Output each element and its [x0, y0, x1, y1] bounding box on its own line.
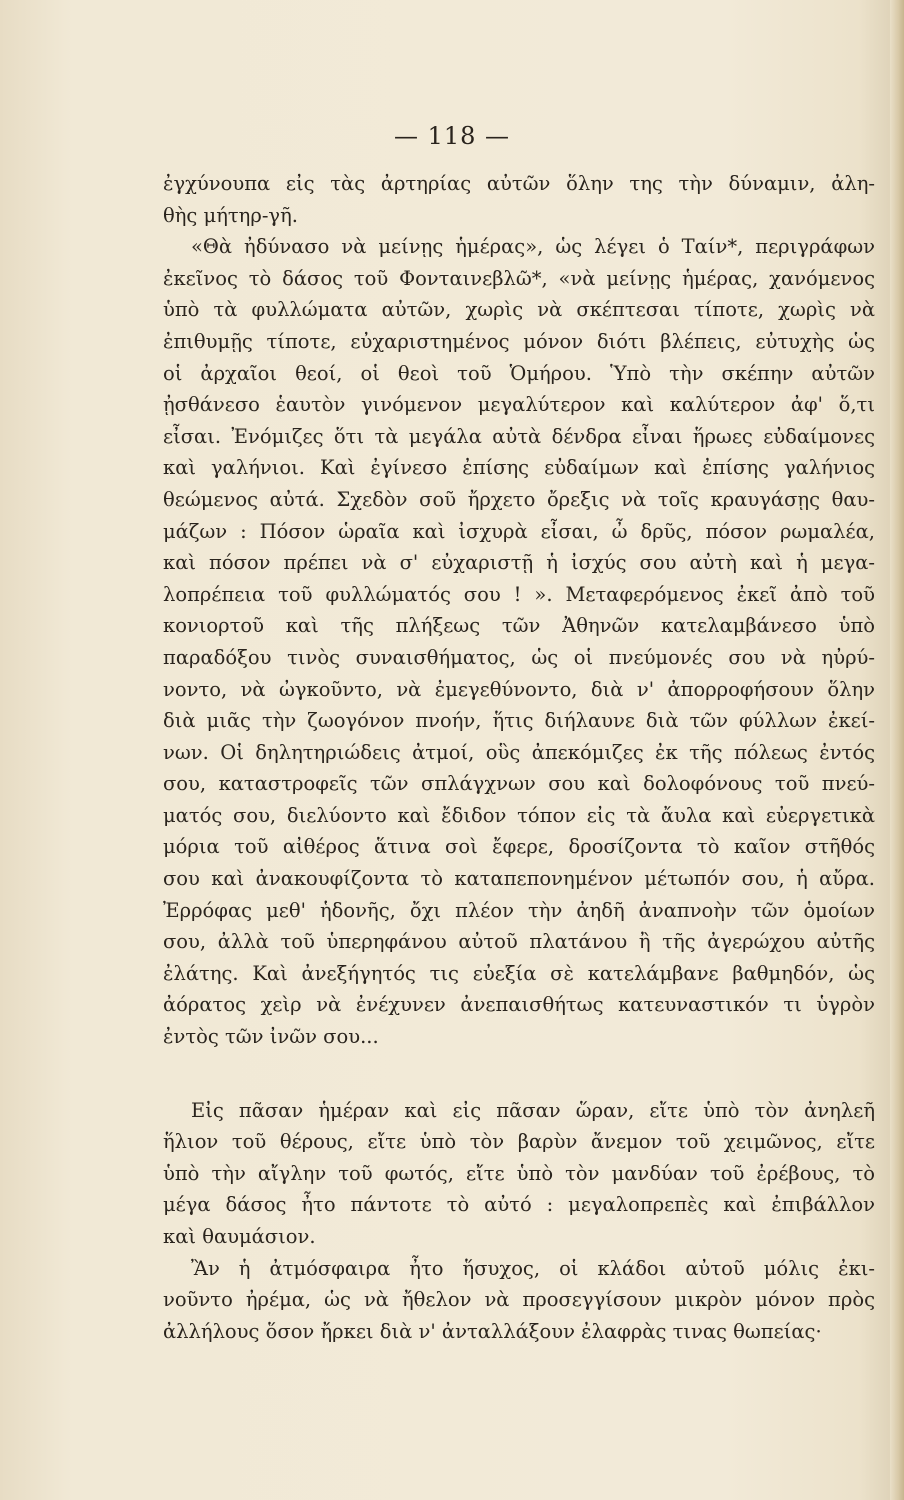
text-line: ματός σου, διελύοντο καὶ ἔδιδον τόπον εἰς τὰ ἄυλα καὶ εὐεργετικὰ — [163, 803, 875, 827]
text-line: ὑπὸ τὰ φυλλώματα αὐτῶν, χωρὶς νὰ σκέπτεσαι τίποτε, χωρὶς νὰ — [163, 298, 875, 322]
text-line: παραδόξου τινὸς συναισθήματος, ὡς οἱ πνεύμονές σου νὰ ηὐρύ- — [163, 645, 875, 669]
text-line: μέγα δάσος ἦτο πάντοτε τὸ αὐτό : μεγαλοπρεπὲς καὶ ἐπιβάλλον — [163, 1193, 875, 1217]
text-line: ἐλάτης. Καὶ ἀνεξήγητός τις εὐεξία σὲ κατελάμβανε βαθμηδόν, ὡς — [163, 961, 875, 985]
text-line: σου, ἀλλὰ τοῦ ὑπερηφάνου αὐτοῦ πλατάνου ἢ τῆς ἀγερώχου αὐτῆς — [163, 930, 875, 954]
body-text — [163, 168, 875, 1347]
text-line: Ἐρρόφας μεθ' ἡδονῆς, ὄχι πλέον τὴν ἀηδῆ ἀναπνοὴν τῶν ὁμοίων — [163, 898, 875, 922]
text-line: Εἰς πᾶσαν ἡμέραν καὶ εἰς πᾶσαν ὥραν, εἴτε ὑπὸ τὸν ἀνηλεῆ — [191, 1098, 875, 1122]
text-line: μόρια τοῦ αἰθέρος ἅτινα σοὶ ἔφερε, δροσίζοντα τὸ καῖον στῆθός — [163, 835, 875, 859]
text-line: νων. Οἱ δηλητηριώδεις ἀτμοί, οὓς ἀπεκόμιζες ἐκ τῆς πόλεως ἐντός — [163, 740, 875, 764]
text-line: ἐντὸς τῶν ἰνῶν σου... — [163, 1025, 379, 1049]
text-line: ἀόρατος χεὶρ νὰ ἐνέχυνεν ἀνεπαισθήτως κατευναστικόν τι ὑγρὸν — [163, 993, 875, 1017]
text-line: ἥλιον τοῦ θέρους, εἴτε ὑπὸ τὸν βαρὺν ἄνεμον τοῦ χειμῶνος, εἴτε — [163, 1130, 875, 1154]
text-line: ἐπιθυμῇς τίποτε, εὐχαριστημένος μόνον διότι βλέπεις, εὐτυχὴς ὡς — [163, 329, 875, 353]
text-line: σου καὶ ἀνακουφίζοντα τὸ καταπεπονημένον μέτωπόν σου, ἡ αὔρα. — [163, 867, 875, 891]
text-line: νοντο, νὰ ὠγκοῦντο, νὰ ἐμεγεθύνοντο, διὰ ν' ἀπορροφήσουν ὅλην — [163, 677, 875, 701]
text-line: καὶ γαλήνιοι. Καὶ ἐγίνεσο ἐπίσης εὐδαίμων καὶ ἐπίσης γαλήνιος — [163, 456, 875, 480]
paragraph — [163, 231, 875, 1052]
text-line: εἶσαι. Ἐνόμιζες ὅτι τὰ μεγάλα αὐτὰ δένδρα εἶναι ἥρωες εὐδαίμονες — [163, 424, 875, 448]
text-line: σου, καταστροφεῖς τῶν σπλάγχνων σου καὶ δολοφόνους τοῦ πνεύ- — [163, 772, 875, 796]
paragraph — [163, 1253, 875, 1348]
text-line: ἐγχύνουπα εἰς τὰς ἀρτηρίας αὐτῶν ὅλην της τὴν δύναμιν, ἀλη- — [163, 172, 875, 195]
text-line: ἐκεῖνος τὸ δάσος τοῦ Φονταινεβλῶ*, «νὰ μείνῃς ἡμέρας, χανόμενος — [163, 266, 875, 290]
paragraph — [163, 1095, 875, 1253]
text-line: νοῦντο ἠρέμα, ὡς νὰ ἤθελον νὰ προσεγγίσουν μικρὸν μόνον πρὸς — [163, 1288, 875, 1312]
text-line: θὴς μήτηρ-γῆ. — [163, 203, 298, 227]
text-line: καὶ θαυμάσιον. — [163, 1225, 316, 1248]
text-line: ὑπὸ τὴν αἴγλην τοῦ φωτός, εἴτε ὑπὸ τὸν μανδύαν τοῦ ἐρέβους, τὸ — [163, 1161, 875, 1185]
text-line: μάζων : Πόσον ὡραῖα καὶ ἰσχυρὰ εἶσαι, ὦ δρῦς, πόσον ρωμαλέα, — [163, 519, 875, 543]
paragraph-gap — [163, 1053, 875, 1095]
text-line: κονιορτοῦ καὶ τῆς πλήξεως τῶν Ἀθηνῶν κατελαμβάνεσο ὑπὸ — [163, 614, 875, 638]
text-line: οἱ ἀρχαῖοι θεοί, οἱ θεοὶ τοῦ Ὁμήρου. Ὑπὸ τὴν σκέπην αὐτῶν — [163, 361, 875, 385]
text-line: Ἂν ἡ ἀτμόσφαιρα ἦτο ἥσυχος, οἱ κλάδοι αὐτοῦ μόλις ἐκι- — [191, 1256, 875, 1280]
text-line: θεώμενος αὐτά. Σχεδὸν σοῦ ἤρχετο ὄρεξις νὰ τοῖς κραυγάσῃς θαυ- — [163, 487, 875, 511]
text-line: λοπρέπεια τοῦ φυλλώματός σου ! ». Μεταφερόμενος ἐκεῖ ἀπὸ τοῦ — [163, 582, 875, 606]
page-edge — [890, 0, 904, 1500]
page-number: — 118 — — [393, 122, 511, 150]
text-line: διὰ μιᾶς τὴν ζωογόνον πνοήν, ἥτις διήλαυνε διὰ τῶν φύλλων ἐκεί- — [163, 709, 875, 733]
text-line: καὶ πόσον πρέπει νὰ σ' εὐχαριστῇ ἡ ἰσχύς σου αὐτὴ καὶ ἡ μεγα- — [163, 551, 875, 575]
text-line: ἀλλήλους ὅσον ἤρκει διὰ ν' ἀνταλλάξουν ἐλαφρὰς τινας θωπείας· — [163, 1319, 822, 1343]
text-line: «Θὰ ἠδύνασο νὰ μείνῃς ἡμέρας», ὡς λέγει ὁ Ταίν*, περιγράφων — [191, 235, 875, 259]
text-line: ᾐσθάνεσο ἑαυτὸν γινόμενον μεγαλύτερον καὶ καλύτερον ἀφ' ὅ,τι — [163, 393, 875, 417]
paragraph — [163, 168, 875, 231]
